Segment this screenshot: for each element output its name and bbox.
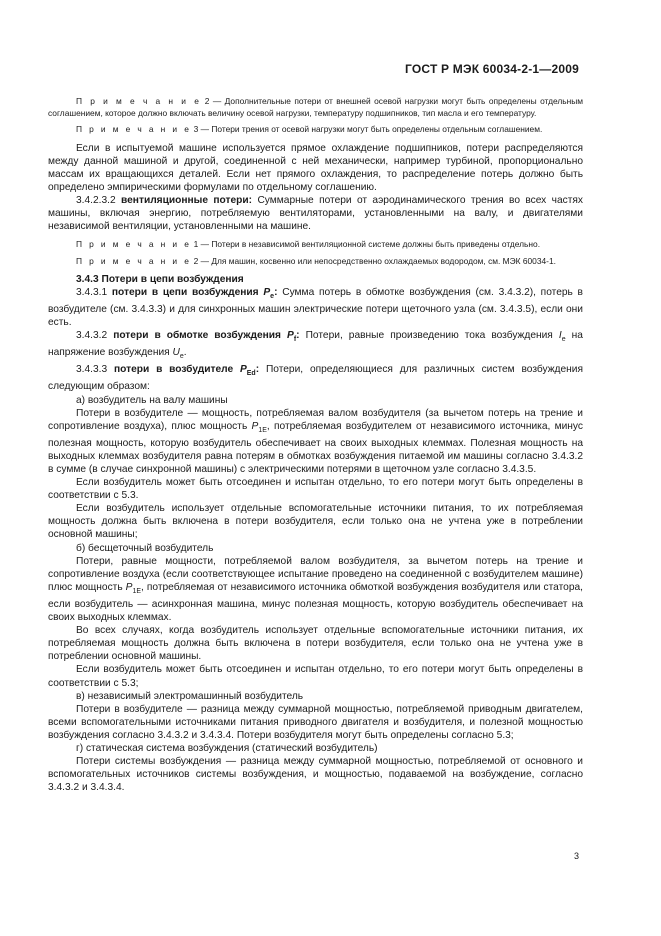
case-a-paragraph-3: Если возбудитель использует отдельные вспомогательные источники питания, то их потребляемая мощность должна быть включена в потери возбудителя, если только она не учтена уже в потреблении основной машины; (48, 503, 583, 541)
note-2-hydrogen: П р и м е ч а н и е 2 — Для машин, косвенно или непосредственно охлаждаемых водородом, см. МЭК 60034-1. (76, 256, 556, 267)
section-3-4-3-2: 3.4.3.2 потери в обмотке возбуждения $P_f$: Потери, равные произведению тока возбуждения $I_e$ на напряжение возбуждения $U_e$. (48, 330, 583, 361)
section-3-4-2-3-2: 3.4.2.3.2 вентиляционные потери: Суммарные потери от аэродинамического трения во всех частях машины, включая энергию, потребляемую вентиляторами, установленными на валу, и двигателями независимой вентиляции, установленными на машине. (48, 195, 583, 233)
note-3-axial-friction: П р и м е ч а н и е 3 — Потери трения от осевой нагрузки могут быть определены отдельным соглашением. (76, 124, 543, 135)
paragraph-bearing-cooling: Если в испытуемой машине используется прямое охлаждение подшипников, потери распределяются между данной машиной и другой, соединенной с ней механически, например турбиной, пропорционально массам их вращающихся деталей. Если нет прямого охлаждения, то распределение потерь должно быть определено эмпирическими формулами по отдельному соглашению. (48, 142, 583, 194)
case-b-title: б) бесщеточный возбудитель (76, 542, 214, 554)
case-a-paragraph-1: Потери в возбудителе — мощность, потребляемая валом возбудителя (за вычетом потерь на трение и сопротивление воздуха), плюс мощность $P_{1E}$, потребляемая возбудителем от независимого источника, минус полезная мощность, которую возбудитель обеспечивает на своих выходных клеммах. Полезная мощность на выходных клеммах возбудителя равна потерям в обмотках возбуждения питаемой им машины согласно 3.4.3.2 в сумме (в случае синхронной машины) с электрическими потерями в щеточном узле согласно 3.4.3.5. (48, 407, 583, 475)
document-body (48, 96, 583, 794)
page-number: 3 (573, 851, 579, 861)
case-b-paragraph-2: Во всех случаях, когда возбудитель использует отдельные вспомогательные источники питания, их потребляемая мощность должна быть включена в потери возбудителя, если только она не учтена уже в потреблении основной машины. (48, 625, 583, 663)
case-g-title: г) статическая система возбуждения (статический возбудитель) (76, 743, 378, 754)
case-v-title: в) независимый электромашинный возбудитель (76, 690, 304, 702)
case-a-title: а) возбудитель на валу машины (76, 394, 228, 406)
note-2-axial-load: П р и м е ч а н и е 2 — Дополнительные потери от внешней осевой нагрузки могут быть определены отдельным соглашением, которое должно включать величину осевой нагрузки, температуру подшипников, тип масла и его температуру. (48, 96, 584, 118)
section-3-4-3-1: 3.4.3.1 потери в цепи возбуждения $P_e$: Сумма потерь в обмотке возбуждения (см. 3.4.3.2), потерь в возбудителе (см. 3.4.3.3) и для синхронных машин электрические потери щеточного узла (см. 3.4.3.5), если они есть. (48, 286, 583, 328)
section-3-4-3-3: 3.4.3.3 потери в возбудителе $P_{Ed}$: Потери, определяющиеся для различных систем возбуждения следующим образом: (48, 364, 583, 393)
case-g-paragraph-1: Потери системы возбуждения — разница между суммарной мощностью, потребляемой от основного и вспомогательных источников системы возбуждения, и мощностью, подаваемой на возбуждение, согласно 3.4.3.2 и 3.4.3.4. (48, 756, 583, 794)
note-1-ventilation: П р и м е ч а н и е 1 — Потери в независимой вентиляционной системе должны быть приведены отдельно. (76, 239, 541, 250)
document-header: ГОСТ Р МЭК 60034-2-1—2009 (405, 62, 579, 76)
case-b-paragraph-3: Если возбудитель может быть отсоединен и испытан отдельно, то его потери могут быть определены в соответствии с 5.3; (48, 664, 583, 689)
case-v-paragraph-1: Потери в возбудителе — разница между суммарной мощностью, потребляемой приводным двигателем, всеми вспомогательными источниками питания приводного двигателя и возбудителя, и полезной мощностью возбуждения согласно 3.4.3.2 и 3.4.3.4. Потери возбудителя могут быть определены согласно 5.3; (48, 703, 583, 741)
case-a-paragraph-2: Если возбудитель может быть отсоединен и испытан отдельно, то его потери могут быть определены в соответствии с 5.3. (48, 477, 583, 502)
case-b-paragraph-1: Потери, равные мощности, потребляемой валом возбудителя, за вычетом потерь на трение и сопротивление воздуха (если соответствующее испытание проведено на соединенной с возбудителем машине) плюс мощность $P_{1E}$, потребляемая от независимого источника обмоткой возбуждения возбудителя или статора, если возбудитель — асинхронная машина, минус полезная мощность, которую возбудитель обеспечивает на своих выходных клеммах. (48, 555, 583, 624)
section-heading-3-4-3: 3.4.3 Потери в цепи возбуждения (76, 273, 244, 285)
